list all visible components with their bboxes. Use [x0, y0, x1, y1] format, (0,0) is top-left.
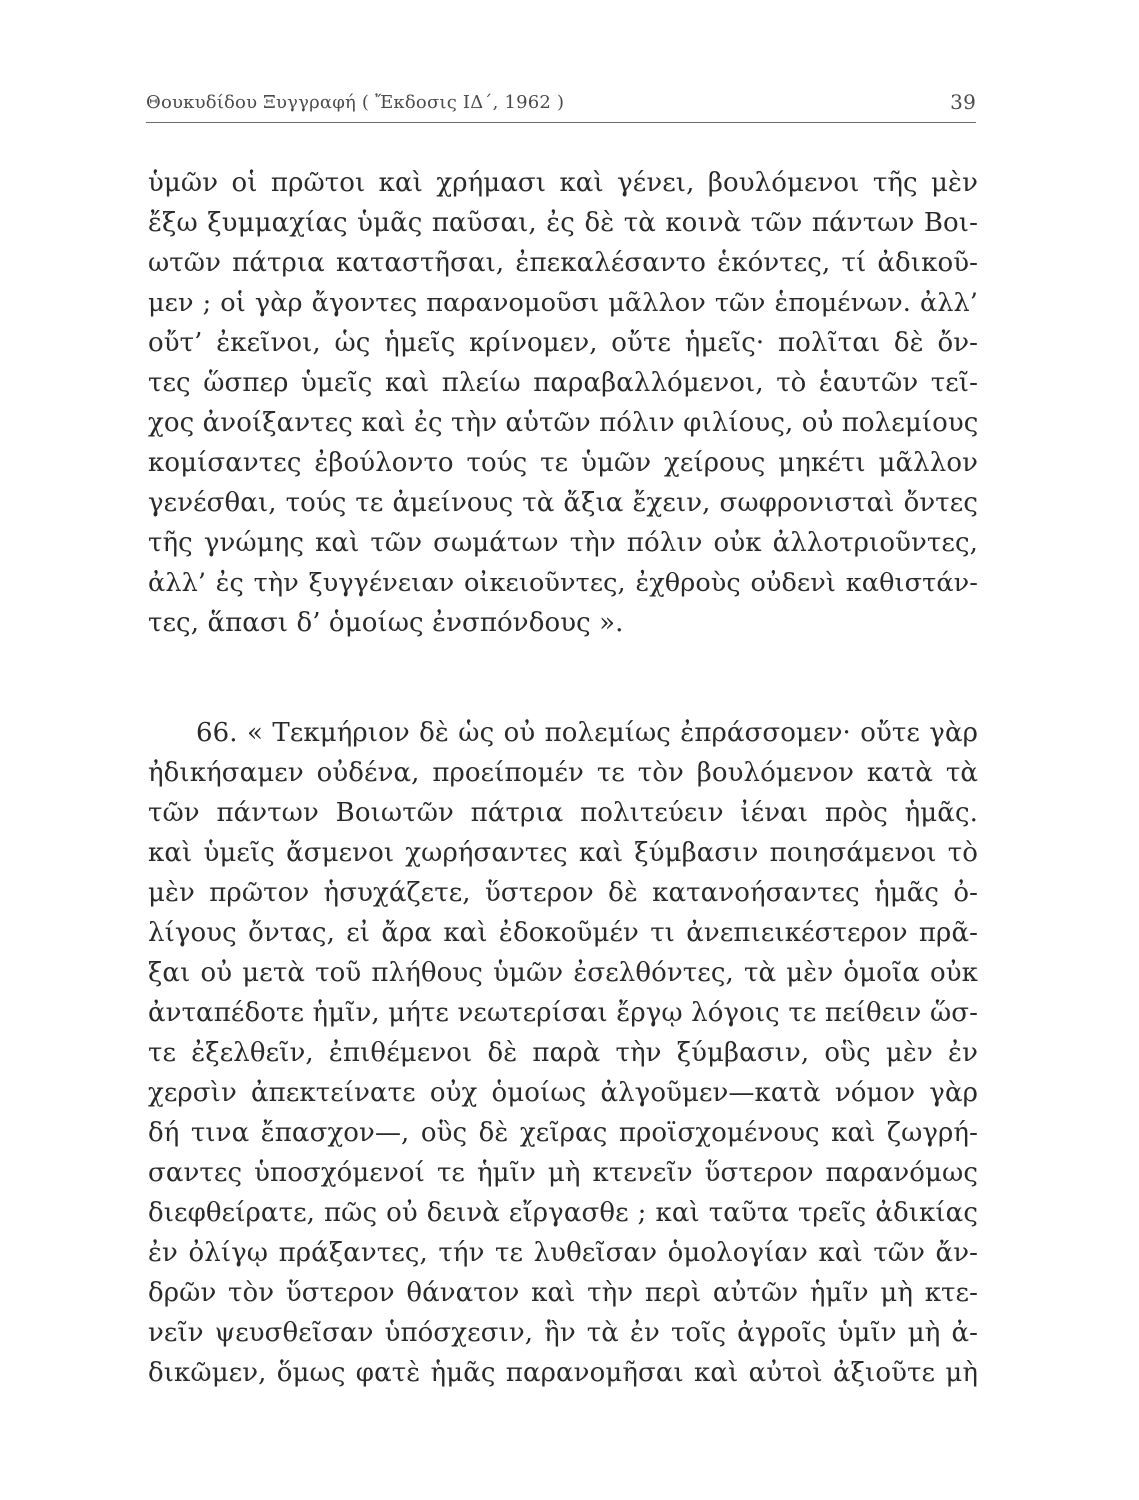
text-line: κομίσαντες ἐβούλοντο τούς τε ὑμῶν χείρους μηκέτι μᾶλλον: [148, 448, 978, 478]
text-line: διεφθείρατε, πῶς οὐ δεινὰ εἴργασθε ; καὶ ταῦτα τρεῖς ἀδικίας: [148, 1198, 978, 1228]
text-line: μεν ; οἱ γὰρ ἄγοντες παρανομοῦσι μᾶλλον τῶν ἑπομένων. ἀλλ’: [148, 288, 978, 318]
text-line: ἐν ὀλίγῳ πράξαντες, τήν τε λυθεῖσαν ὁμολογίαν καὶ τῶν ἄν-: [148, 1238, 978, 1268]
text-line: ξαι οὐ μετὰ τοῦ πλήθους ὑμῶν ἐσελθόντες, τὰ μὲν ὁμοῖα οὐκ: [148, 958, 978, 988]
text-line: μὲν πρῶτον ἡσυχάζετε, ὕστερον δὲ κατανοήσαντες ἡμᾶς ὀ-: [148, 878, 978, 908]
text-line: ἔξω ξυμμαχίας ὑμᾶς παῦσαι, ἐς δὲ τὰ κοινὰ τῶν πάντων Βοι-: [148, 208, 978, 238]
text-line: γενέσθαι, τούς τε ἀμείνους τὰ ἄξια ἔχειν, σωφρονισταὶ ὄντες: [148, 488, 978, 518]
text-line: τῆς γνώμης καὶ τῶν σωμάτων τὴν πόλιν οὐκ ἀλλοτριοῦντες,: [148, 528, 978, 558]
text-line: δρῶν τὸν ὕστερον θάνατον καὶ τὴν περὶ αὐτῶν ἡμῖν μὴ κτε-: [148, 1278, 978, 1308]
text-line: ἀνταπέδοτε ἡμῖν, μήτε νεωτερίσαι ἔργῳ λόγοις τε πείθειν ὥσ-: [148, 998, 978, 1028]
text-line: χερσὶν ἀπεκτείνατε οὐχ ὁμοίως ἀλγοῦμεν—κατὰ νόμον γὰρ: [148, 1078, 978, 1108]
text-line: ὑμῶν οἱ πρῶτοι καὶ χρήμασι καὶ γένει, βουλόμενοι τῆς μὲν: [148, 168, 978, 198]
text-line: χος ἀνοίξαντες καὶ ἐς τὴν αὑτῶν πόλιν φιλίους, οὐ πολεμίους: [148, 408, 979, 438]
text-line: σαντες ὑποσχόμενοί τε ἡμῖν μὴ κτενεῖν ὕστερον παρανόμως: [148, 1158, 978, 1188]
text-line: καὶ ὑμεῖς ἄσμενοι χωρήσαντες καὶ ξύμβασιν ποιησάμενοι τὸ: [148, 838, 978, 868]
text-line: τες, ἅπασι δ’ ὁμοίως ἐνσπόνδους ».: [148, 608, 624, 638]
text-line: δικῶμεν, ὅμως φατὲ ἡμᾶς παρανομῆσαι καὶ αὐτοὶ ἀξιοῦτε μὴ: [148, 1358, 978, 1388]
text-line: λίγους ὄντας, εἰ ἄρα καὶ ἐδοκοῦμέν τι ἀνεπιεικέστερον πρᾶ-: [148, 918, 978, 948]
running-header: [146, 88, 976, 123]
running-title: Θουκυδίδου Ξυγγραφή ( Ἔκδοσις ΙΔ΄, 1962 ): [146, 92, 565, 113]
page-number: 39: [950, 90, 976, 114]
text-line: νεῖν ψευσθεῖσαν ὑπόσχεσιν, ἣν τὰ ἐν τοῖς ἀγροῖς ὑμῖν μὴ ἀ-: [148, 1318, 978, 1348]
text-line: τες ὥσπερ ὑμεῖς καὶ πλείω παραβαλλόμενοι, τὸ ἑαυτῶν τεῖ-: [148, 368, 978, 398]
text-line: δή τινα ἔπασχον—, οὓς δὲ χεῖρας προϊσχομένους καὶ ζωγρή-: [148, 1118, 978, 1148]
text-line: ωτῶν πάτρια καταστῆσαι, ἐπεκαλέσαντο ἑκόντες, τί ἀδικοῦ-: [148, 248, 978, 278]
chapter-66-first-line: 66. « Τεκμήριον δὲ ὡς οὐ πολεμίως ἐπράσσομεν· οὔτε γὰρ: [196, 718, 978, 748]
text-line: ἠδικήσαμεν οὐδένα, προείπομέν τε τὸν βουλόμενον κατὰ τὰ: [148, 758, 978, 788]
text-line: τῶν πάντων Βοιωτῶν πάτρια πολιτεύειν ἰέναι πρὸς ἡμᾶς.: [148, 798, 978, 828]
text-line: ἀλλ’ ἐς τὴν ξυγγένειαν οἰκειοῦντες, ἐχθροὺς οὐδενὶ καθιστάν-: [148, 568, 978, 598]
text-line: οὔτ’ ἐκεῖνοι, ὡς ἡμεῖς κρίνομεν, οὔτε ἡμεῖς· πολῖται δὲ ὄν-: [148, 328, 978, 358]
text-line: τε ἐξελθεῖν, ἐπιθέμενοι δὲ παρὰ τὴν ξύμβασιν, οὓς μὲν ἐν: [148, 1038, 978, 1068]
